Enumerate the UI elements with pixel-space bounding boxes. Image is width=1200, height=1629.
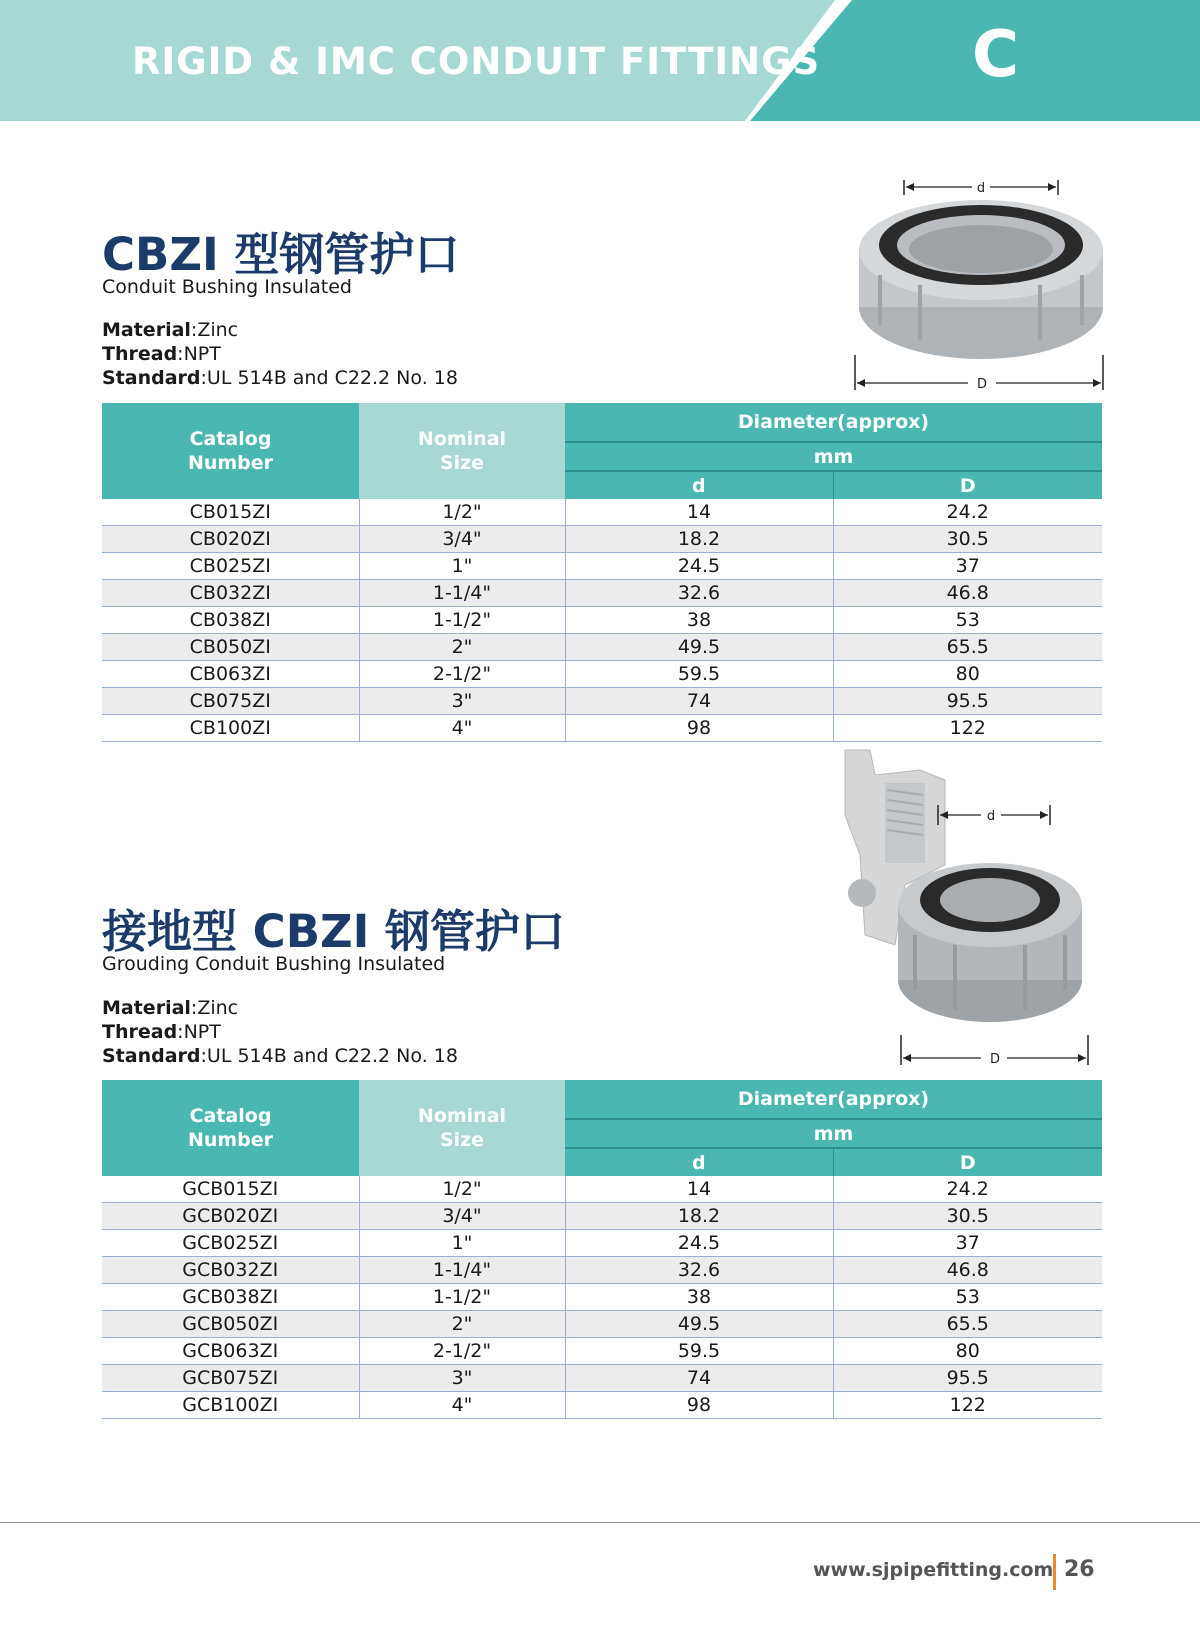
footer-website-link[interactable]: www.sjpipefitting.com	[813, 1559, 1054, 1581]
d-cell: 24.5	[565, 553, 833, 580]
catalog-number-cell: CB020ZI	[102, 526, 359, 553]
header-d: d	[565, 1148, 833, 1176]
d-cell: 38	[565, 607, 833, 634]
D-cell: 24.2	[833, 499, 1102, 526]
nominal-size-cell: 3/4"	[359, 1203, 565, 1230]
D-cell: 95.5	[833, 1365, 1102, 1392]
d-cell: 74	[565, 1365, 833, 1392]
section-2-specs	[102, 996, 458, 1068]
spec-standard: Standard:UL 514B and C22.2 No. 18	[102, 1045, 458, 1067]
footer-separator	[1053, 1554, 1056, 1590]
catalog-number-cell: CB025ZI	[102, 553, 359, 580]
nominal-size-cell: 2-1/2"	[359, 661, 565, 688]
catalog-number-cell: CB015ZI	[102, 499, 359, 526]
nominal-size-cell: 2-1/2"	[359, 1338, 565, 1365]
section-1-specs	[102, 318, 458, 390]
header-D: D	[833, 1148, 1102, 1176]
d-cell: 74	[565, 688, 833, 715]
nominal-size-cell: 1-1/4"	[359, 1257, 565, 1284]
table-row	[102, 1257, 1102, 1284]
spec-material: Material:Zinc	[102, 997, 239, 1019]
conduit-bushing-image	[850, 175, 1110, 400]
catalog-number-cell: CB063ZI	[102, 661, 359, 688]
nominal-size-cell: 1/2"	[359, 499, 565, 526]
table-row	[102, 1284, 1102, 1311]
header-d: d	[565, 471, 833, 499]
D-cell: 46.8	[833, 580, 1102, 607]
D-cell: 95.5	[833, 688, 1102, 715]
table-row	[102, 1230, 1102, 1257]
catalog-number-cell: GCB063ZI	[102, 1338, 359, 1365]
catalog-number-cell: GCB020ZI	[102, 1203, 359, 1230]
nominal-size-cell: 2"	[359, 1311, 565, 1338]
grounding-bushing-image	[825, 745, 1095, 1070]
svg-text:d: d	[986, 809, 996, 824]
D-cell: 46.8	[833, 1257, 1102, 1284]
svg-text:D: D	[989, 1052, 1001, 1067]
D-cell: 122	[833, 715, 1102, 742]
spec-standard: Standard:UL 514B and C22.2 No. 18	[102, 367, 458, 389]
header-D: D	[833, 471, 1102, 499]
page-number: 26	[1064, 1557, 1095, 1582]
nominal-size-cell: 3/4"	[359, 526, 565, 553]
table-row	[102, 1176, 1102, 1203]
d-cell: 59.5	[565, 1338, 833, 1365]
D-cell: 53	[833, 1284, 1102, 1311]
svg-text:d: d	[976, 181, 986, 196]
D-cell: 65.5	[833, 1311, 1102, 1338]
nominal-size-cell: 1-1/2"	[359, 607, 565, 634]
D-cell: 122	[833, 1392, 1102, 1419]
nominal-size-cell: 1-1/4"	[359, 580, 565, 607]
svg-text:D: D	[976, 377, 988, 392]
spec-thread: Thread:NPT	[102, 1021, 221, 1043]
d-cell: 18.2	[565, 526, 833, 553]
d-cell: 59.5	[565, 661, 833, 688]
table-row	[102, 526, 1102, 553]
catalog-number-cell: CB050ZI	[102, 634, 359, 661]
D-cell: 80	[833, 1338, 1102, 1365]
catalog-number-cell: GCB075ZI	[102, 1365, 359, 1392]
d-cell: 18.2	[565, 1203, 833, 1230]
catalog-number-cell: CB032ZI	[102, 580, 359, 607]
table-row	[102, 607, 1102, 634]
d-cell: 32.6	[565, 580, 833, 607]
d-cell: 98	[565, 1392, 833, 1419]
d-cell: 14	[565, 499, 833, 526]
table-row	[102, 580, 1102, 607]
section-2-table	[102, 1080, 1102, 1419]
d-cell: 98	[565, 715, 833, 742]
nominal-size-cell: 1-1/2"	[359, 1284, 565, 1311]
nominal-size-cell: 3"	[359, 688, 565, 715]
section-1-title: CBZI 型钢管护口	[102, 228, 460, 281]
catalog-number-cell: CB075ZI	[102, 688, 359, 715]
header-unit: mm	[565, 1119, 1102, 1148]
catalog-number-cell: CB100ZI	[102, 715, 359, 742]
header-title: RIGID & IMC CONDUIT FITTINGS	[132, 40, 821, 83]
table-row	[102, 715, 1102, 742]
catalog-number-cell: GCB032ZI	[102, 1257, 359, 1284]
D-cell: 37	[833, 553, 1102, 580]
table-row	[102, 499, 1102, 526]
table-row	[102, 553, 1102, 580]
table-row	[102, 1203, 1102, 1230]
table-row	[102, 1365, 1102, 1392]
D-cell: 80	[833, 661, 1102, 688]
section-2-table-body	[102, 1176, 1102, 1419]
nominal-size-cell: 1"	[359, 1230, 565, 1257]
D-cell: 30.5	[833, 526, 1102, 553]
d-cell: 49.5	[565, 1311, 833, 1338]
d-cell: 38	[565, 1284, 833, 1311]
header-diameter: Diameter(approx)	[565, 1080, 1102, 1119]
d-cell: 32.6	[565, 1257, 833, 1284]
section-1-subtitle: Conduit Bushing Insulated	[102, 276, 352, 298]
nominal-size-cell: 4"	[359, 1392, 565, 1419]
section-1-table	[102, 403, 1102, 742]
spec-thread: Thread:NPT	[102, 343, 221, 365]
header-nominal-size: Nominal Size	[359, 1080, 565, 1176]
header-diameter: Diameter(approx)	[565, 403, 1102, 442]
D-cell: 37	[833, 1230, 1102, 1257]
table-row	[102, 634, 1102, 661]
header-unit: mm	[565, 442, 1102, 471]
table-row	[102, 1392, 1102, 1419]
nominal-size-cell: 3"	[359, 1365, 565, 1392]
section-letter: C	[972, 18, 1019, 92]
D-cell: 30.5	[833, 1203, 1102, 1230]
table-row	[102, 688, 1102, 715]
D-cell: 24.2	[833, 1176, 1102, 1203]
nominal-size-cell: 2"	[359, 634, 565, 661]
D-cell: 65.5	[833, 634, 1102, 661]
d-cell: 49.5	[565, 634, 833, 661]
d-cell: 24.5	[565, 1230, 833, 1257]
nominal-size-cell: 1"	[359, 553, 565, 580]
footer-divider	[0, 1522, 1200, 1523]
catalog-number-cell: GCB038ZI	[102, 1284, 359, 1311]
catalog-number-cell: GCB015ZI	[102, 1176, 359, 1203]
catalog-number-cell: GCB025ZI	[102, 1230, 359, 1257]
D-cell: 53	[833, 607, 1102, 634]
section-2-title: 接地型 CBZI 钢管护口	[102, 905, 566, 958]
d-cell: 14	[565, 1176, 833, 1203]
section-2-subtitle: Grouding Conduit Bushing Insulated	[102, 953, 446, 975]
catalog-number-cell: GCB100ZI	[102, 1392, 359, 1419]
catalog-number-cell: GCB050ZI	[102, 1311, 359, 1338]
header-catalog-number: Catalog Number	[102, 403, 359, 499]
nominal-size-cell: 1/2"	[359, 1176, 565, 1203]
header-catalog-number: Catalog Number	[102, 1080, 359, 1176]
spec-material: Material:Zinc	[102, 319, 239, 341]
section-1-table-body	[102, 499, 1102, 742]
table-row	[102, 1311, 1102, 1338]
table-row	[102, 661, 1102, 688]
table-row	[102, 1338, 1102, 1365]
page-header	[0, 0, 1200, 121]
catalog-number-cell: CB038ZI	[102, 607, 359, 634]
nominal-size-cell: 4"	[359, 715, 565, 742]
header-nominal-size: Nominal Size	[359, 403, 565, 499]
